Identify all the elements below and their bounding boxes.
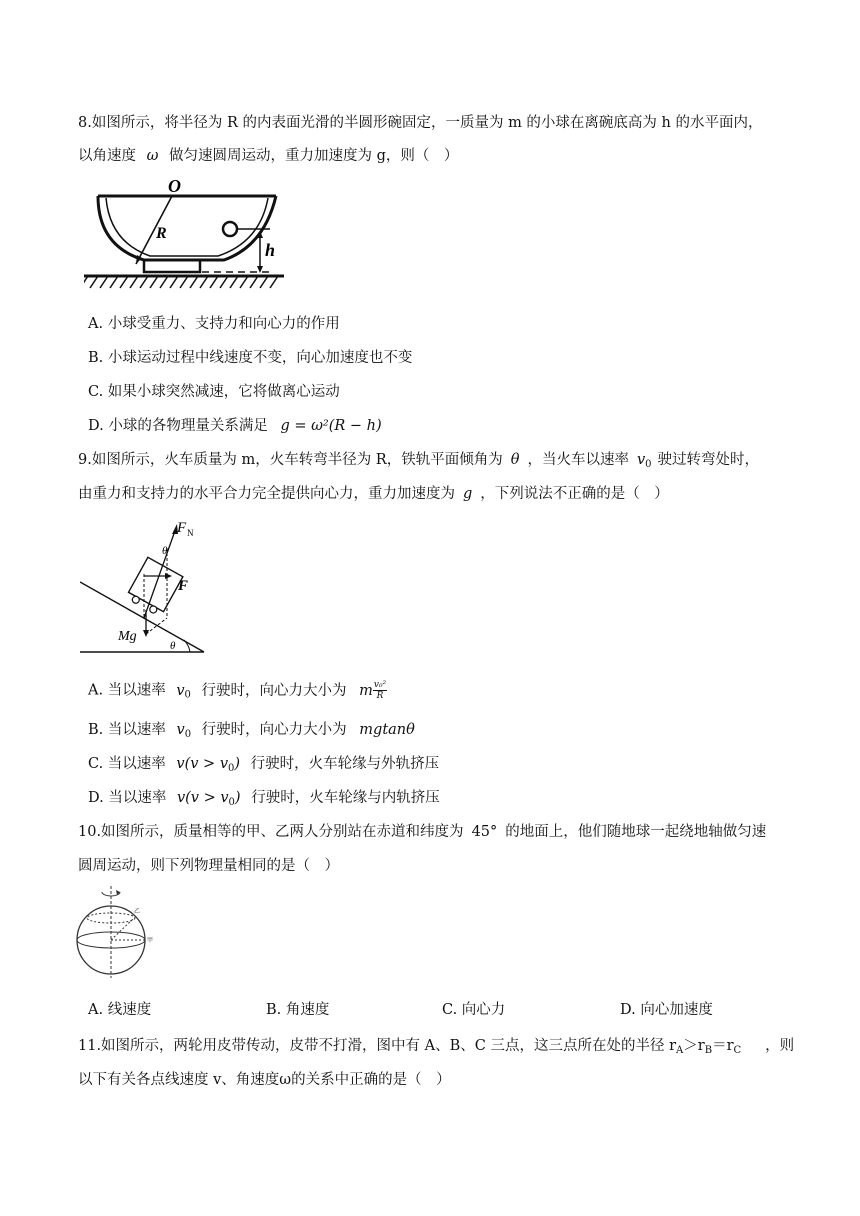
label-O: O (168, 176, 181, 196)
label-yi: 乙 (134, 909, 141, 915)
label-theta-bottom: θ (170, 640, 176, 652)
q8-option-a[interactable]: A. 小球受重力、支持力和向心力的作用 (88, 316, 340, 332)
q9-option-c[interactable]: C. 当以速率 $v(v > v_0)$ 行驶时，火车轮缘与外轨挤压 (88, 756, 440, 774)
q10-line-1: 10.如图所示，质量相等的甲、乙两人分别站在赤道和纬度为 45° 的地面上，他们随地球一起绕地轴做匀速 (78, 824, 767, 840)
q9-option-a[interactable]: A. 当以速率 $v_0$ 行驶时，向心力大小为 m $\frac{\text{v₀²}}{R}$ (88, 680, 387, 701)
q8-omega: ω (146, 148, 159, 164)
bowl-figure (84, 176, 284, 298)
train-figure (80, 518, 210, 658)
q11-line-1: 11.如图所示，两轮用皮带传动，皮带不打滑，图中有 A、B、C 三点，这三点所在处的半径 $r_A>r_B=r_C$ ，则 (78, 1038, 795, 1056)
earth-figure (74, 884, 154, 980)
q8-text: 8.如图所示，将半径为 R 的内表面光滑的半圆形碗固定，一质量为 m 的小球在离碗底高为 h 的水平面内， (78, 115, 763, 131)
q9-line-2: 由重力和支持力的水平合力完全提供向心力，重力加速度为 g ，下列说法不正确的是（ ） (78, 486, 669, 502)
q9-v0: v (636, 452, 646, 468)
q8-text: 做匀速圆周运动，重力加速度为 g，则（ ） (169, 148, 459, 164)
q9-g: g (463, 486, 473, 502)
q9-theta: θ (510, 452, 520, 468)
q10-option-c[interactable]: C. 向心力 (442, 1002, 506, 1018)
label-FN-sub: N (187, 528, 194, 538)
q9-line-1: 9.如图所示，火车质量为 m，火车转弯半径为 R，铁轨平面倾角为 θ ，当火车以速率 $v_0$ 驶过转弯处时， (78, 452, 760, 470)
q8-option-c[interactable]: C. 如果小球突然减速，它将做离心运动 (88, 384, 340, 400)
q8-line-1 (78, 113, 763, 133)
q8-line-2 (78, 146, 458, 166)
q8-formula: g = ω²(R − h) (280, 418, 382, 434)
label-theta-top: θ (162, 545, 168, 557)
q9-option-b[interactable]: B. 当以速率 $v_0$ 行驶时，向心力大小为 mgtanθ (88, 722, 415, 740)
q10-option-b[interactable]: B. 角速度 (266, 1002, 330, 1018)
label-jia: 甲 (147, 938, 154, 944)
label-F: F (178, 578, 189, 594)
q10-angle: 45° (471, 824, 498, 840)
q9-a-fraction: $\frac{\text{v₀²}}{R}$ (373, 680, 387, 701)
q9-option-d[interactable]: D. 当以速率 $v(v > v_0)$ 行驶时，火车轮缘与内轨挤压 (88, 790, 440, 808)
q11-line-2: 以下有关各点线速度 v、角速度ω的关系中正确的是（ ） (78, 1072, 451, 1088)
q10-option-a[interactable]: A. 线速度 (88, 1002, 152, 1018)
q8-option-b[interactable]: B. 小球运动过程中线速度不变，向心加速度也不变 (88, 350, 413, 366)
q8-text: 以角速度 (78, 148, 136, 164)
q8-option-d[interactable]: D. 小球的各物理量关系满足 g = ω²(R − h) (88, 418, 382, 434)
label-R: R (156, 225, 167, 242)
q10-option-d[interactable]: D. 向心加速度 (620, 1002, 713, 1018)
label-Mg: Mg (118, 629, 137, 644)
q10-line-2: 圆周运动，则下列物理量相同的是（ ） (78, 858, 339, 874)
label-FN: F (177, 520, 187, 536)
label-h: h (265, 240, 276, 260)
